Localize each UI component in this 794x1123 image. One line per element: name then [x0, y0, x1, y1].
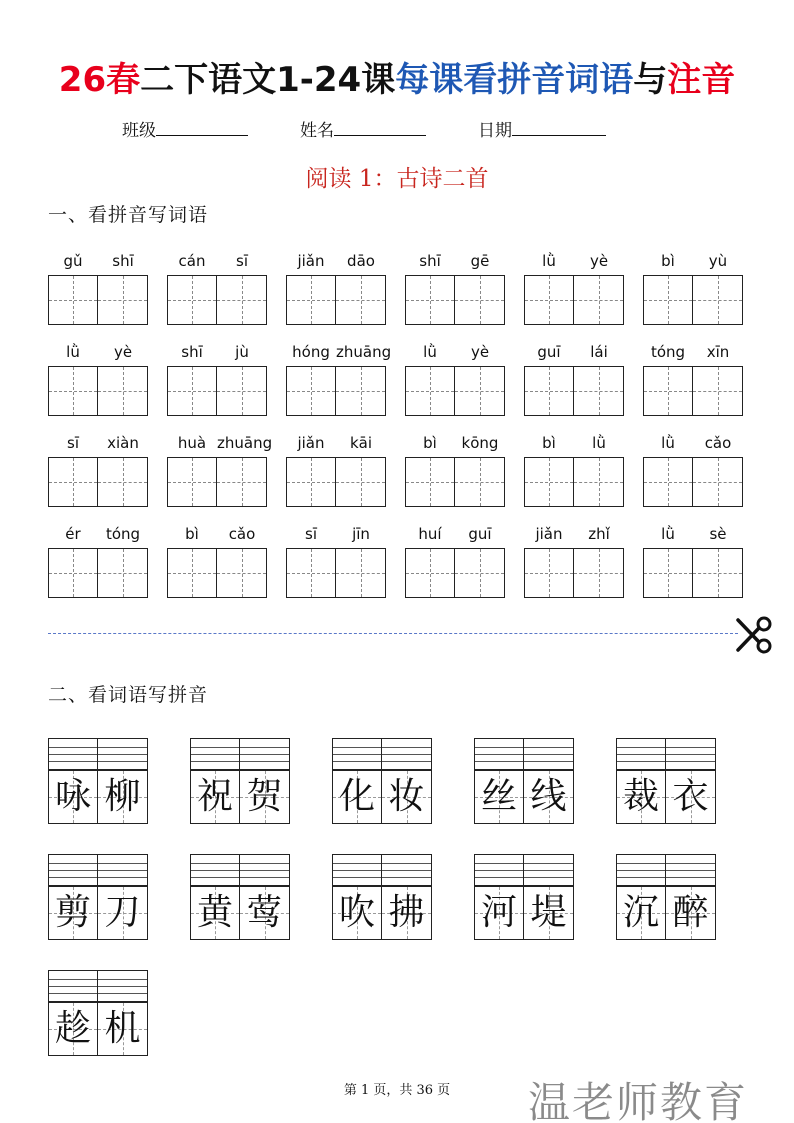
pinyin-writing-lines[interactable]: [48, 970, 98, 1002]
tianzige-box[interactable]: [336, 457, 386, 507]
tianzige-box[interactable]: [574, 275, 624, 325]
pinyin-syllable: ér: [65, 525, 81, 543]
pinyin-syllable: bì: [185, 525, 199, 543]
tianzige-box[interactable]: [286, 548, 336, 598]
name-blank[interactable]: [334, 120, 426, 136]
page-footer: 第 1 页，共 36 页: [343, 1083, 451, 1098]
tianzige-box[interactable]: [455, 275, 505, 325]
pinyin-syllable: zhǐ: [588, 525, 610, 543]
pinyin-syllable: guī: [468, 525, 492, 543]
title-part: 26春: [58, 60, 141, 100]
tianzige-box[interactable]: [524, 457, 574, 507]
hanzi-character: 剪: [54, 892, 91, 933]
pinyin-syllable: gǔ: [63, 252, 83, 270]
date-label: 日期: [478, 121, 512, 141]
hanzi-character: 线: [530, 776, 567, 817]
tianzige-box[interactable]: [48, 457, 98, 507]
hanzi-box: [48, 886, 98, 940]
pinyin-syllable: yù: [708, 252, 728, 270]
pinyin-syllable: sè: [709, 525, 727, 543]
pinyin-writing-lines[interactable]: [382, 854, 432, 886]
tianzige-box[interactable]: [48, 366, 98, 416]
pinyin-syllable: tóng: [650, 343, 686, 361]
tianzige-box[interactable]: [286, 457, 336, 507]
tianzige-box[interactable]: [98, 366, 148, 416]
pinyin-syllable: kōng: [461, 434, 499, 452]
hanzi-character: 化: [338, 776, 375, 817]
pinyin-syllable: sī: [67, 434, 79, 452]
tianzige-box[interactable]: [48, 275, 98, 325]
tianzige-box[interactable]: [643, 366, 693, 416]
tianzige-box[interactable]: [98, 457, 148, 507]
tianzige-box[interactable]: [574, 457, 624, 507]
pinyin-syllable: jiǎn: [535, 525, 563, 543]
pinyin-syllable: jù: [235, 343, 249, 361]
pinyin-syllable: lái: [590, 343, 608, 361]
scissors-icon: [734, 614, 776, 656]
brand-watermark: 温老师教育: [528, 1078, 749, 1123]
hanzi-box: [474, 770, 524, 824]
pinyin-writing-lines[interactable]: [474, 854, 524, 886]
tianzige-box[interactable]: [405, 366, 455, 416]
tianzige-box[interactable]: [455, 366, 505, 416]
pinyin-syllable: jīn: [352, 525, 370, 543]
worksheet-title: [0, 52, 794, 101]
tianzige-box[interactable]: [643, 548, 693, 598]
tianzige-box[interactable]: [524, 275, 574, 325]
title-part: 与: [633, 60, 668, 100]
hanzi-character: 黄: [196, 892, 233, 933]
tianzige-box[interactable]: [405, 457, 455, 507]
hanzi-character: 丝: [480, 776, 517, 817]
hanzi-box: [48, 1002, 98, 1056]
hanzi-character: 趁: [54, 1008, 91, 1049]
tianzige-box[interactable]: [336, 366, 386, 416]
pinyin-syllable: guī: [537, 343, 561, 361]
pinyin-syllable: jiǎn: [297, 252, 325, 270]
tianzige-box[interactable]: [167, 457, 217, 507]
hanzi-character: 祝: [196, 776, 233, 817]
pinyin-syllable: lǜ: [661, 434, 675, 452]
hanzi-box: [98, 1002, 148, 1056]
pinyin-syllable: bì: [661, 252, 675, 270]
name-label: 姓名: [300, 121, 334, 141]
tianzige-box[interactable]: [455, 457, 505, 507]
cut-line: [48, 633, 738, 634]
tianzige-box[interactable]: [693, 457, 743, 507]
pinyin-syllable: jiǎn: [297, 434, 325, 452]
hanzi-box: [524, 886, 574, 940]
pinyin-writing-lines[interactable]: [98, 738, 148, 770]
pinyin-writing-lines[interactable]: [190, 854, 240, 886]
hanzi-character: 衣: [672, 776, 709, 817]
hanzi-box: [240, 886, 290, 940]
hanzi-character: 贺: [246, 776, 283, 817]
pinyin-syllable: sī: [236, 252, 248, 270]
pinyin-syllable: cǎo: [704, 434, 732, 452]
pinyin-syllable: lǜ: [542, 252, 556, 270]
name-field: [300, 116, 426, 141]
hanzi-box: [382, 770, 432, 824]
pinyin-writing-lines[interactable]: [240, 854, 290, 886]
pinyin-writing-lines[interactable]: [474, 738, 524, 770]
hanzi-box: [48, 770, 98, 824]
hanzi-character: 吹: [338, 892, 375, 933]
hanzi-character: 莺: [246, 892, 283, 933]
class-label: 班级: [122, 121, 156, 141]
pinyin-writing-lines[interactable]: [48, 854, 98, 886]
pinyin-syllable: xīn: [706, 343, 730, 361]
hanzi-box: [98, 770, 148, 824]
hanzi-character: 刀: [104, 892, 141, 933]
hanzi-box: [616, 770, 666, 824]
tianzige-box[interactable]: [574, 366, 624, 416]
pinyin-syllable: zhuāng: [336, 343, 392, 361]
hanzi-box: [240, 770, 290, 824]
pinyin-writing-lines[interactable]: [332, 854, 382, 886]
pinyin-syllable: xiàn: [107, 434, 139, 452]
hanzi-character: 河: [480, 892, 517, 933]
date-field: [478, 116, 606, 141]
hanzi-box: [190, 886, 240, 940]
tianzige-box[interactable]: [167, 275, 217, 325]
class-field: [122, 116, 248, 141]
pinyin-syllable: lǜ: [66, 343, 80, 361]
tianzige-box[interactable]: [48, 548, 98, 598]
tianzige-box[interactable]: [524, 366, 574, 416]
hanzi-box: [332, 886, 382, 940]
tianzige-box[interactable]: [643, 275, 693, 325]
tianzige-box[interactable]: [217, 548, 267, 598]
section-1-title: 一、看拼音写词语: [48, 204, 209, 226]
pinyin-syllable: lǜ: [592, 434, 606, 452]
class-blank[interactable]: [156, 120, 248, 136]
pinyin-writing-lines[interactable]: [616, 738, 666, 770]
pinyin-syllable: bì: [423, 434, 437, 452]
hanzi-character: 醉: [672, 892, 709, 933]
tianzige-box[interactable]: [336, 548, 386, 598]
pinyin-syllable: shī: [112, 252, 134, 270]
pinyin-syllable: yè: [113, 343, 133, 361]
tianzige-box[interactable]: [693, 366, 743, 416]
tianzige-box[interactable]: [693, 548, 743, 598]
pinyin-syllable: gē: [470, 252, 490, 270]
tianzige-box[interactable]: [217, 457, 267, 507]
hanzi-box: [474, 886, 524, 940]
hanzi-character: 柳: [104, 776, 141, 817]
pinyin-writing-lines[interactable]: [190, 738, 240, 770]
hanzi-box: [666, 886, 716, 940]
pinyin-writing-lines[interactable]: [524, 854, 574, 886]
pinyin-writing-lines[interactable]: [98, 854, 148, 886]
pinyin-writing-lines[interactable]: [48, 738, 98, 770]
pinyin-writing-lines[interactable]: [382, 738, 432, 770]
tianzige-box[interactable]: [167, 548, 217, 598]
hanzi-box: [382, 886, 432, 940]
pinyin-syllable: cǎo: [228, 525, 256, 543]
hanzi-character: 拂: [388, 892, 425, 933]
tianzige-box[interactable]: [643, 457, 693, 507]
title-part: 注音: [667, 60, 736, 100]
pinyin-syllable: huí: [418, 525, 442, 543]
tianzige-box[interactable]: [98, 275, 148, 325]
tianzige-box[interactable]: [524, 548, 574, 598]
pinyin-syllable: zhuāng: [217, 434, 273, 452]
tianzige-box[interactable]: [167, 366, 217, 416]
pinyin-syllable: yè: [470, 343, 490, 361]
pinyin-writing-lines[interactable]: [666, 854, 716, 886]
pinyin-syllable: hóng: [292, 343, 330, 361]
pinyin-writing-lines[interactable]: [616, 854, 666, 886]
pinyin-writing-lines[interactable]: [98, 970, 148, 1002]
pinyin-writing-lines[interactable]: [524, 738, 574, 770]
hanzi-character: 咏: [54, 776, 91, 817]
title-part: 二下语文1-24课: [140, 60, 396, 100]
hanzi-character: 沉: [622, 892, 659, 933]
pinyin-syllable: lǜ: [423, 343, 437, 361]
hanzi-character: 机: [104, 1008, 141, 1049]
hanzi-box: [190, 770, 240, 824]
tianzige-box[interactable]: [286, 366, 336, 416]
pinyin-syllable: dāo: [347, 252, 375, 270]
hanzi-box: [666, 770, 716, 824]
pinyin-syllable: shī: [181, 343, 203, 361]
section-2-title: 二、看词语写拼音: [48, 684, 209, 706]
pinyin-syllable: bì: [542, 434, 556, 452]
tianzige-box[interactable]: [217, 275, 267, 325]
pinyin-syllable: huà: [177, 434, 207, 452]
pinyin-syllable: kāi: [349, 434, 373, 452]
title-part: 每课看拼音词语: [395, 60, 634, 100]
hanzi-box: [616, 886, 666, 940]
pinyin-syllable: cán: [178, 252, 206, 270]
tianzige-box[interactable]: [98, 548, 148, 598]
pinyin-syllable: lǜ: [661, 525, 675, 543]
date-blank[interactable]: [512, 120, 606, 136]
tianzige-box[interactable]: [574, 548, 624, 598]
hanzi-character: 裁: [622, 776, 659, 817]
pinyin-writing-lines[interactable]: [666, 738, 716, 770]
tianzige-box[interactable]: [336, 275, 386, 325]
hanzi-character: 妆: [388, 776, 425, 817]
tianzige-box[interactable]: [286, 275, 336, 325]
tianzige-box[interactable]: [405, 548, 455, 598]
pinyin-writing-lines[interactable]: [240, 738, 290, 770]
pinyin-syllable: yè: [589, 252, 609, 270]
pinyin-syllable: shī: [419, 252, 441, 270]
hanzi-box: [524, 770, 574, 824]
hanzi-box: [98, 886, 148, 940]
tianzige-box[interactable]: [217, 366, 267, 416]
pinyin-syllable: sī: [305, 525, 317, 543]
hanzi-box: [332, 770, 382, 824]
pinyin-writing-lines[interactable]: [332, 738, 382, 770]
tianzige-box[interactable]: [455, 548, 505, 598]
pinyin-syllable: tóng: [105, 525, 141, 543]
lesson-title: 阅读 1：古诗二首: [305, 166, 489, 192]
tianzige-box[interactable]: [693, 275, 743, 325]
hanzi-character: 堤: [530, 892, 567, 933]
tianzige-box[interactable]: [405, 275, 455, 325]
